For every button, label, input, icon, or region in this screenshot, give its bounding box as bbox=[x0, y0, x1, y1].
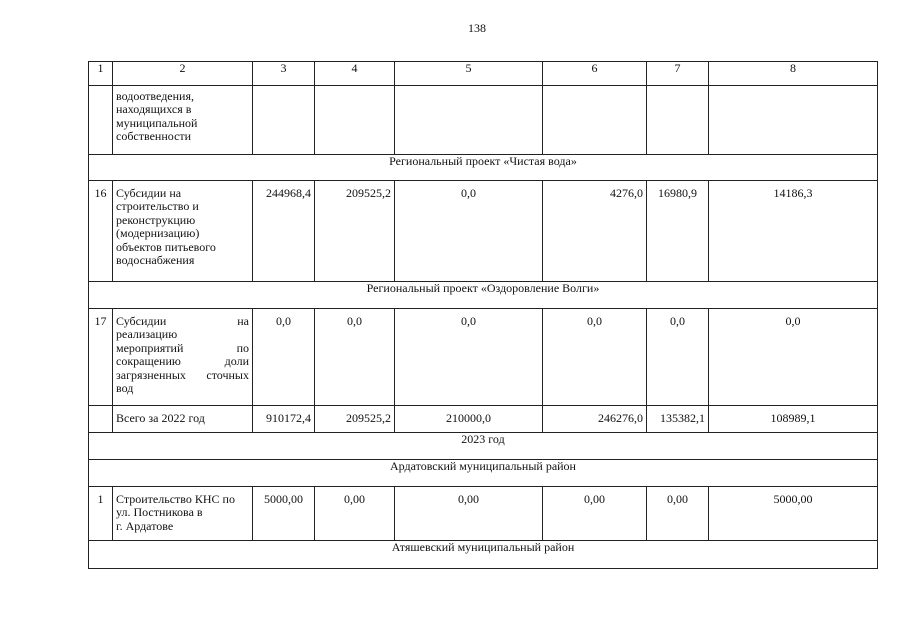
description-line: объектов питьевого bbox=[116, 239, 216, 254]
cell-col-8 bbox=[709, 86, 878, 155]
table-row-1-2023 bbox=[89, 487, 878, 541]
cell-col-7: 135382,1 bbox=[647, 406, 709, 433]
cell-col-8: 14186,3 bbox=[709, 181, 878, 282]
page-number: 138 bbox=[468, 21, 486, 35]
cell-col-3: 244968,4 bbox=[253, 181, 315, 282]
cell-description bbox=[113, 86, 253, 155]
header-col-2: 2 bbox=[113, 62, 253, 86]
total-label: Всего за 2022 год bbox=[113, 406, 253, 433]
header-col-5: 5 bbox=[395, 62, 543, 86]
section-title: Ардатовский муниципальный район bbox=[89, 460, 878, 487]
description-line: Строительство КНС по bbox=[116, 492, 235, 506]
cell-col-3: 910172,4 bbox=[253, 406, 315, 433]
cell-col-5: 0,00 bbox=[395, 487, 543, 541]
section-title: Региональный проект «Чистая вода» bbox=[89, 155, 878, 181]
header-col-3: 3 bbox=[253, 62, 315, 86]
cell-col-4: 0,00 bbox=[315, 487, 395, 541]
description-line: загрязненных сточных bbox=[116, 367, 249, 382]
cell-num: 17 bbox=[89, 309, 113, 406]
table-row-continuation bbox=[89, 86, 878, 155]
description-line: вод bbox=[116, 381, 134, 396]
cell-description bbox=[113, 309, 253, 406]
cell-col-8: 108989,1 bbox=[709, 406, 878, 433]
section-row-atyashevsky bbox=[89, 541, 878, 569]
cell-col-4 bbox=[315, 86, 395, 155]
header-col-7: 7 bbox=[647, 62, 709, 86]
table-row-16 bbox=[89, 181, 878, 282]
section-row-ozdorovlenie-volgi bbox=[89, 282, 878, 309]
description-line: (модернизацию) bbox=[116, 226, 200, 241]
cell-num: 1 bbox=[89, 487, 113, 541]
cell-col-6: 4276,0 bbox=[543, 181, 647, 282]
section-title: 2023 год bbox=[89, 433, 878, 460]
cell-col-7: 16980,9 bbox=[647, 181, 709, 282]
table-row-17 bbox=[89, 309, 878, 406]
cell-col-8: 5000,00 bbox=[709, 487, 878, 541]
cell-description bbox=[113, 487, 253, 541]
cell-col-5: 0,0 bbox=[395, 309, 543, 406]
cell-col-3 bbox=[253, 86, 315, 155]
description-line: мероприятий по bbox=[116, 340, 249, 355]
table-header-row bbox=[89, 62, 878, 86]
description-line: реконструкцию bbox=[116, 212, 196, 227]
cell-description bbox=[113, 181, 253, 282]
section-title: Атяшевский муниципальный район bbox=[89, 541, 878, 569]
description-line: ул. Постникова в bbox=[116, 505, 203, 520]
description-line: сокращению доли bbox=[116, 354, 249, 369]
description-line: муниципальной bbox=[116, 115, 198, 130]
cell-col-6: 0,0 bbox=[543, 309, 647, 406]
cell-col-6: 0,00 bbox=[543, 487, 647, 541]
budget-table bbox=[88, 61, 878, 569]
cell-col-6: 246276,0 bbox=[543, 406, 647, 433]
section-row-ardatovsky bbox=[89, 460, 878, 487]
cell-col-3: 0,0 bbox=[253, 309, 315, 406]
description-line: водоотведения, bbox=[116, 89, 194, 103]
description-line: Субсидии на bbox=[116, 314, 249, 328]
description-line: Субсидии на bbox=[116, 186, 182, 200]
cell-col-5 bbox=[395, 86, 543, 155]
cell-col-7: 0,00 bbox=[647, 487, 709, 541]
cell-num: 16 bbox=[89, 181, 113, 282]
description-line: г. Ардатове bbox=[116, 518, 174, 533]
cell-col-5: 210000,0 bbox=[395, 406, 543, 433]
cell-col-3: 5000,00 bbox=[253, 487, 315, 541]
cell-col-7 bbox=[647, 86, 709, 155]
section-row-year-2023 bbox=[89, 433, 878, 460]
header-col-8: 8 bbox=[709, 62, 878, 86]
cell-num bbox=[89, 86, 113, 155]
description-line: находящихся в bbox=[116, 102, 192, 117]
description-line: строительство и bbox=[116, 199, 199, 214]
cell-col-7: 0,0 bbox=[647, 309, 709, 406]
header-col-1: 1 bbox=[89, 62, 113, 86]
description-line: собственности bbox=[116, 129, 192, 144]
header-col-4: 4 bbox=[315, 62, 395, 86]
cell-col-4: 209525,2 bbox=[315, 181, 395, 282]
cell-col-6 bbox=[543, 86, 647, 155]
cell-col-8: 0,0 bbox=[709, 309, 878, 406]
section-row-chistaya-voda bbox=[89, 155, 878, 181]
table-row-total-2022 bbox=[89, 406, 878, 433]
description-line: реализацию bbox=[116, 327, 178, 342]
section-title: Региональный проект «Оздоровление Волги» bbox=[89, 282, 878, 309]
cell-col-4: 0,0 bbox=[315, 309, 395, 406]
description-line: водоснабжения bbox=[116, 253, 195, 268]
cell-col-4: 209525,2 bbox=[315, 406, 395, 433]
cell-num bbox=[89, 406, 113, 433]
header-col-6: 6 bbox=[543, 62, 647, 86]
cell-col-5: 0,0 bbox=[395, 181, 543, 282]
